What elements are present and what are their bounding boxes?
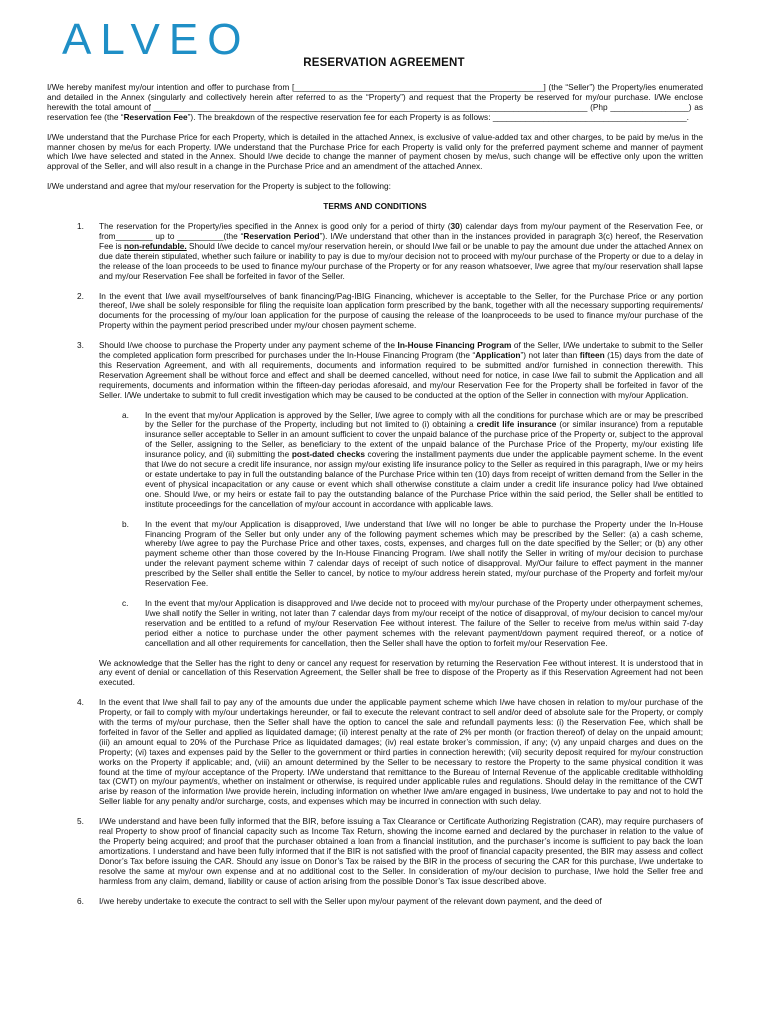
term-item-1: 1. The reservation for the Property/ies specified in the Annex is good only for a period of thirty (30) calendar days from my/our payment of the Reservation Fee, or from________ up to __________(the “Reservation Period”). I/We understand that other than in the instances provided in paragraph 3(c) hereof, the Reservation Fee is non-refundable. Should I/we decide to cancel my/our reservation herein, or should I/we fail or be unable to pay the amount due under the attached Annex on due date therein stipulated, whether such failure or inability to pay is due to my/our decision not to proceed with my/our purchase of the Property or due to a delay in the release of the loan proceeds to be used to finance my/our purchase of the Property or for any reason whatsoever, I/we agree that my/our reservation shall lapse and my/our Reservation Fee shall be forfeited in favor of the Seller. xyxy=(77,221,703,281)
term-subitem-b: b. In the event that my/our Application is disapproved, I/we understand that I/we will no longer be able to purchase the Property under the In-House Financing Program of the Seller but only under any of the following payment schemes which may be prescribed by the Seller: (a) a cash scheme, whereby I/we agree to pay the Purchase Price and other taxes, costs, expenses, and charges full on the date specified by the Seller; or (b) any other payment scheme other than those covered by the In-House Financing Program. I/we shall notify the Seller in writing of my/our decision to purchase under the relevant payment scheme within 7 calendar days of receipt of such notice of disapproval. My/Our failure to effect payment in the manner prescribed by the Seller shall entitle the Seller to cancel, by notice to my/our address herein stated, my/our purchase of the Property and forfeit my/our Reservation Fee. xyxy=(122,518,703,589)
term-number: 4. xyxy=(77,697,84,708)
subitem-letter: c. xyxy=(122,597,129,608)
total-amount-blank: ______________________________________________________________________________________________ xyxy=(153,101,588,112)
term-item-3: 3. Should I/we choose to purchase the Property under any payment scheme of the In-House Financing Program of the Seller, I/We undertake to submit to the Seller the completed application form prescribed for purchases under the In-House Financing Program (the “Application”) not later than fifteen (15) days from the date of this Reservation Agreement, and with all requirements, documents and information required to be submitted and/or furnished in connection therewith. This Reservation Agreement shall be without force and effect and shall be deemed cancelled, without need for notice, in case I/we fail to submit the Application and all requirements, documents and information within the fifteen-day periodas aforesaid, and my/our Reservation Fee for the Property shall be forfeited in favor of the Seller. I/We undertake to submit to full credit investigation which may be caused to be conducted at the option of the Seller in connection with my/our Application. xyxy=(77,340,704,400)
term-number: 2. xyxy=(77,290,84,301)
seller-name-blank: ______________________________________________________ xyxy=(294,82,544,92)
breakdown-blank: __________________________________________ xyxy=(492,111,687,122)
term-item-2: 2. In the event that I/we avail myself/ourselves of bank financing/Pag-IBIG Financing, whichever is acceptable to the Seller, for the Purchase Price or any portion thereof, I/we shall be solely responsible for filing the requisite loan application form prescribed by the bank, together with all the necessary supporting requirements/ documents for the processing of my/our loan application for the purpose of causing the release of the loanproceeds to be used to finance my/our purchase of the Property within the payment period prescribed under my/our chosen payment scheme. xyxy=(77,290,703,331)
document-body xyxy=(47,83,703,906)
date-blank: ________ xyxy=(115,230,153,241)
document-title: RESERVATION AGREEMENT xyxy=(303,57,465,69)
term-number: 5. xyxy=(77,816,84,827)
term-subitem-c: c. In the event that my/our Application is disapproved and I/we decide not to proceed with my/our purchase of the Property under otherpayment schemes, I/we shall notify the Seller in writing, not later than 7 calendar days from my/our receipt of the notice of disapproval, of my/our decision to cancel my/our reservation and be entitled to a refund of my/our Reservation Fee without interest. The failure of the Seller to receive from me/us within said 7-day period either a notice to purchase under the other payment schemes with the relevant payment/down payment required thereof, or a notice of cancellation and all other requirements for cancellation, then the Seller shall have the option to forfeit my/our Reservation Fee. xyxy=(122,597,703,648)
terms-title: TERMS AND CONDITIONS xyxy=(323,201,427,212)
subitem-letter: b. xyxy=(122,518,129,529)
subitem-letter: a. xyxy=(122,409,129,420)
alveo-logo: ALVEO xyxy=(62,15,251,64)
term-number: 6. xyxy=(77,895,84,906)
term-item-5: 5. I/We understand and have been fully informed that the BIR, before issuing a Tax Clearance or Certificate Authorizing Registration (CAR), may require purchasers of real Property to show proof of financial capacity such as Income Tax Return, showing the income earned and declared by the purchaser in relation to the value of the Property being acquired; and proof that the purchaser obtained a loan from a financial institution, and the purchaser’s income is sufficient to pay back the loan amortizations. I understand and have been fully informed that if the BIR is not satisfied with the proof of financial capacity presented, the BIR may assess and collect Donor’s Tax before issuing the CAR. Should any issue on Donor’s Tax be raised by the BIR in the process of securing the CAR for this purchase, I/we undertake to resolve the same at my/our own expense and at no additional cost to the Seller. In consideration of my/our decision to purchase, I/we hold the Seller free and harmless from any claim, demand, liability or cause of action arising from the possible Donor’s Tax issue described above. xyxy=(77,816,703,886)
term-item-4: 4. In the event that I/we shall fail to pay any of the amounts due under the applicable payment scheme which I/we have chosen in relation to my/our purchase of the Property, or fail to comply with my/our undertakings hereunder, or fail to execute the relevant contract to sell and/or deed of absolute sale for the Property, or comply with the terms of my/our purchase, then the Seller shall have the option to cancel the sale and refundall payments less: (i) the Reservation Fee, which shall be forfeited in favor of the Seller and applied as liquidated damage; (ii) interest penalty at the rate of 2% per month (or fraction thereof) of delay on the unpaid amount; (iii) an amount equal to 20% of the Purchase Price as liquidated damages; (iv) real estate broker’s commission, if any; (v) any unpaid charges and dues on the Property; (vi) taxes and expenses paid by the Seller to the government or third parties in connection herewith; (vii) security deposit required for my/our construction works on the Property if applicable; and, (viii) an amount determined by the Seller to be necessary to restore the Property to the same physical condition it was found at the time of my/our acceptance of the Property. I/We understand that remittance to the Bureau of Internal Revenue of the applicable creditable withholding tax (CWT) on my/our payment/s, whether on instalment or otherwise, is required under applicable rules and regulations. Should delay in the remittance of the CWT arise by reason of the information I/we provide herein, including information on whether I/we am/are engaged in business, I/we undertake to pay and not to hold the Seller liable for any penalty and/or surcharge, costs, and expenses which may be incurred in connection with such delay. xyxy=(77,697,703,807)
intro-paragraph-2: I/We understand that the Purchase Price for each Property, which is detailed in the attached Annex, is exclusive of value-added tax and other charges, to be paid by me/us in the manner chosen by me/us for each Property. I/We understand that the Purchase Price for each Property is valid only for the preferred payment scheme and manner of payment which I/we have selected and stated in the Annex. Should I/we decide to change the manner of payment chosen by me/us, such change will be effective only upon the written approval of the Seller, and will also result in a change in the Purchase Price and an amendment of the attached Annex. xyxy=(47,131,703,172)
php-amount-blank: _________________ xyxy=(610,101,689,112)
intro-paragraph-3: I/We understand and agree that my/our reservation for the Property is subject to the following: xyxy=(47,181,391,192)
term-item-6: 6. I/we hereby undertake to execute the contract to sell with the Seller upon my/our payment of the relevant down payment, and the deed of xyxy=(77,895,602,906)
intro-paragraph-1: I/We hereby manifest my/our intention and offer to purchase from [______________________________________________________] (the “Seller”) the Property/ies enumerated and detailed in the Annex (singularly and collectively herein after referred to as the “Property”) and request that the Property be reserved for my/our purchase. I/We enclose herewith the total amount of ______________________________________________________________________________________________ (Php _________________) as reservation fee (the “Reservation Fee”). The breakdown of the respective reservation fee for each Property is as follows: __________________________________________. xyxy=(47,82,703,122)
term-number: 1. xyxy=(77,221,84,232)
date-blank: __________ xyxy=(177,230,224,241)
term-number: 3. xyxy=(77,340,84,351)
acknowledgement-paragraph: We acknowledge that the Seller has the right to deny or cancel any request for reservation by returning the Reservation Fee without interest. It is understood that in any event of denial or cancellation of this Reservation Agreement, the Seller shall be free to dispose of the Property as if this Reservation Agreement had not been executed. xyxy=(99,657,703,688)
term-subitem-a: a. In the event that my/our Application is approved by the Seller, I/we agree to comply with all the conditions for purchase which are or may be prescribed by the Seller for the purchase of the Property, including but not limited to (i) obtaining a credit life insurance (or similar insurance) from a reputable insurance seller acceptable to Seller in an amount sufficient to cover the unpaid balance of the purchase price of the Property or, subject to the approval of the Seller, assigning to the Seller, as beneficiary to the extent of the unpaid balance of the Purchase Price of the Property, my/our existing life insurance policy, and (ii) submitting the post-dated checks covering the installment payments due under the applicable payment scheme. In the event that I/we do not secure a credit life insurance, nor assign my/our existing life insurance policy to the Seller as required in this paragraph, I/we or my heirs or estate undertake to pay in full the outstanding balance of the Purchase Price within ten (10) days from receipt of written demand from the Seller in the event of physical incapacitation or any cause or event which shall otherwise constitute a claim under a credit life insurance policy had I/we obtained one. Should I/we, or my heirs or estate fail to pay the outstanding balance of the Purchase Price within the said period, the Seller shall be entitled to institute proceedings for the cancellation of my/our account in accordance with applicable laws. xyxy=(122,409,704,509)
